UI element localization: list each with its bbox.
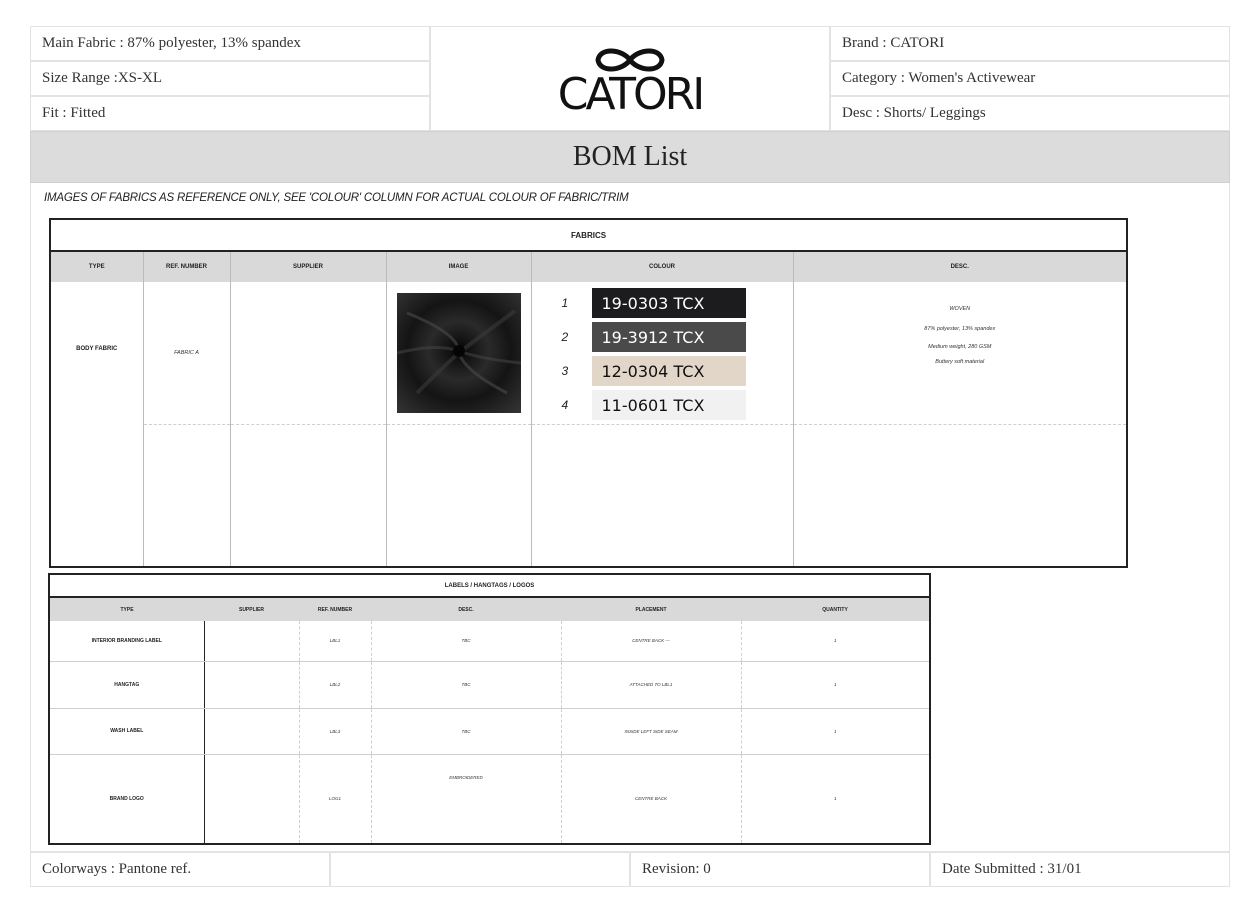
label-row — [49, 621, 930, 661]
reference-note: IMAGES OF FABRICS AS REFERENCE ONLY, SEE 'COLOUR' COLUMN FOR ACTUAL COLOUR OF FABRIC/TRIM — [44, 192, 629, 204]
label-qty: 1 — [741, 621, 930, 661]
colour-swatch-code: 11-0601 TCX — [592, 390, 746, 420]
colour-swatch-code: 19-0303 TCX — [592, 288, 746, 318]
colour-cell — [531, 282, 793, 425]
label-placement: INSIDE LEFT SIDE SEAM — [561, 708, 741, 754]
fabric-desc-cell — [793, 282, 1127, 425]
label-supplier — [204, 621, 299, 661]
label-placement: ATTACHED TO LBL1 — [561, 661, 741, 708]
label-supplier — [204, 661, 299, 708]
label-ref: LBL1 — [299, 621, 371, 661]
page-title: BOM List — [572, 141, 688, 172]
colour-swatch-code: 12-0304 TCX — [592, 356, 746, 386]
date-submitted-text: Date Submitted : 31/01 — [942, 861, 1082, 877]
page-title-band — [30, 131, 1230, 183]
label-placement: CENTRE BACK — — [561, 621, 741, 661]
brand-logo — [430, 26, 830, 131]
colour-swatch-code: 19-3912 TCX — [592, 322, 746, 352]
col-head-colour: COLOUR — [531, 251, 793, 282]
fabrics-table-title: FABRICS — [50, 219, 1127, 251]
revision-text: Revision: 0 — [642, 861, 711, 877]
label-type: BRAND LOGO — [49, 754, 204, 844]
fabric-desc-line: Buttery soft material — [935, 359, 985, 365]
date-submitted-field — [930, 852, 1230, 887]
brand-text: Brand : CATORI — [842, 35, 945, 51]
col-head-desc: DESC. — [793, 251, 1127, 282]
label-col-head-placement: PLACEMENT — [561, 597, 741, 621]
fabric-swatch-image — [397, 293, 521, 413]
label-row — [49, 661, 930, 708]
label-col-head-type: TYPE — [49, 597, 204, 621]
labels-table — [48, 573, 931, 845]
label-supplier — [204, 708, 299, 754]
fabric-ref: FABRIC A — [143, 282, 230, 425]
label-ref: LOG1 — [299, 754, 371, 844]
colour-swatch-number: 4 — [561, 398, 569, 412]
label-ref: LBL2 — [299, 661, 371, 708]
fabric-supplier — [230, 282, 386, 425]
category-text: Category : Women's Activewear — [842, 70, 1036, 86]
logo-wordmark: CATORI — [557, 68, 703, 120]
label-col-head-quantity: QUANTITY — [741, 597, 930, 621]
label-col-head-ref-number: REF. NUMBER — [299, 597, 371, 621]
label-row — [49, 754, 930, 844]
fabric-type: BODY FABRIC — [50, 282, 143, 567]
colour-swatch-2 — [532, 322, 793, 352]
label-supplier — [204, 754, 299, 844]
label-desc: TBC — [371, 708, 561, 754]
fabric-empty-row — [50, 425, 1127, 567]
fit-text: Fit : Fitted — [42, 105, 106, 121]
category-field — [830, 61, 1230, 96]
label-row — [49, 708, 930, 754]
size-range-field — [30, 61, 430, 96]
fabric-desc-line: 87% polyester, 13% spandex — [924, 326, 996, 332]
desc-text: Desc : Shorts/ Leggings — [842, 105, 986, 121]
label-type: INTERIOR BRANDING LABEL — [49, 621, 204, 661]
colorways-field — [30, 852, 330, 887]
colour-swatch-1 — [532, 288, 793, 318]
colour-swatch-number: 1 — [561, 296, 569, 310]
footer-blank-field — [330, 852, 630, 887]
label-desc: EMBROIDERED — [371, 754, 561, 844]
label-col-head-supplier: SUPPLIER — [204, 597, 299, 621]
fabric-desc-line: WOVEN — [949, 306, 971, 312]
col-head-supplier: SUPPLIER — [230, 251, 386, 282]
colorways-text: Colorways : Pantone ref. — [42, 861, 192, 877]
colour-swatch-number: 2 — [561, 330, 569, 344]
fabric-image-cell — [386, 282, 531, 425]
size-range-text: Size Range :XS-XL — [42, 70, 162, 86]
label-ref: LBL3 — [299, 708, 371, 754]
label-type: HANGTAG — [49, 661, 204, 708]
label-placement: CENTRE BACK — [561, 754, 741, 844]
colour-swatch-4 — [532, 390, 793, 420]
brand-field — [830, 26, 1230, 61]
fabrics-table — [49, 218, 1128, 568]
col-head-type: TYPE — [50, 251, 143, 282]
label-desc: TBC — [371, 661, 561, 708]
col-head-image: IMAGE — [386, 251, 531, 282]
label-desc: TBC — [371, 621, 561, 661]
label-col-head-desc: DESC. — [371, 597, 561, 621]
main-fabric-field — [30, 26, 430, 61]
revision-field — [630, 852, 930, 887]
fit-field — [30, 96, 430, 131]
fabric-desc-line: Medium weight, 280 GSM — [928, 344, 992, 350]
label-qty: 1 — [834, 796, 837, 802]
main-fabric-text: Main Fabric : 87% polyester, 13% spandex — [42, 35, 301, 51]
colour-swatch-number: 3 — [561, 364, 569, 378]
col-head-ref-number: REF. NUMBER — [143, 251, 230, 282]
label-qty: 1 — [741, 708, 930, 754]
desc-field — [830, 96, 1230, 131]
labels-table-title: LABELS / HANGTAGS / LOGOS — [49, 574, 930, 597]
label-qty: 1 — [741, 661, 930, 708]
colour-swatch-3 — [532, 356, 793, 386]
label-type: WASH LABEL — [49, 708, 204, 754]
